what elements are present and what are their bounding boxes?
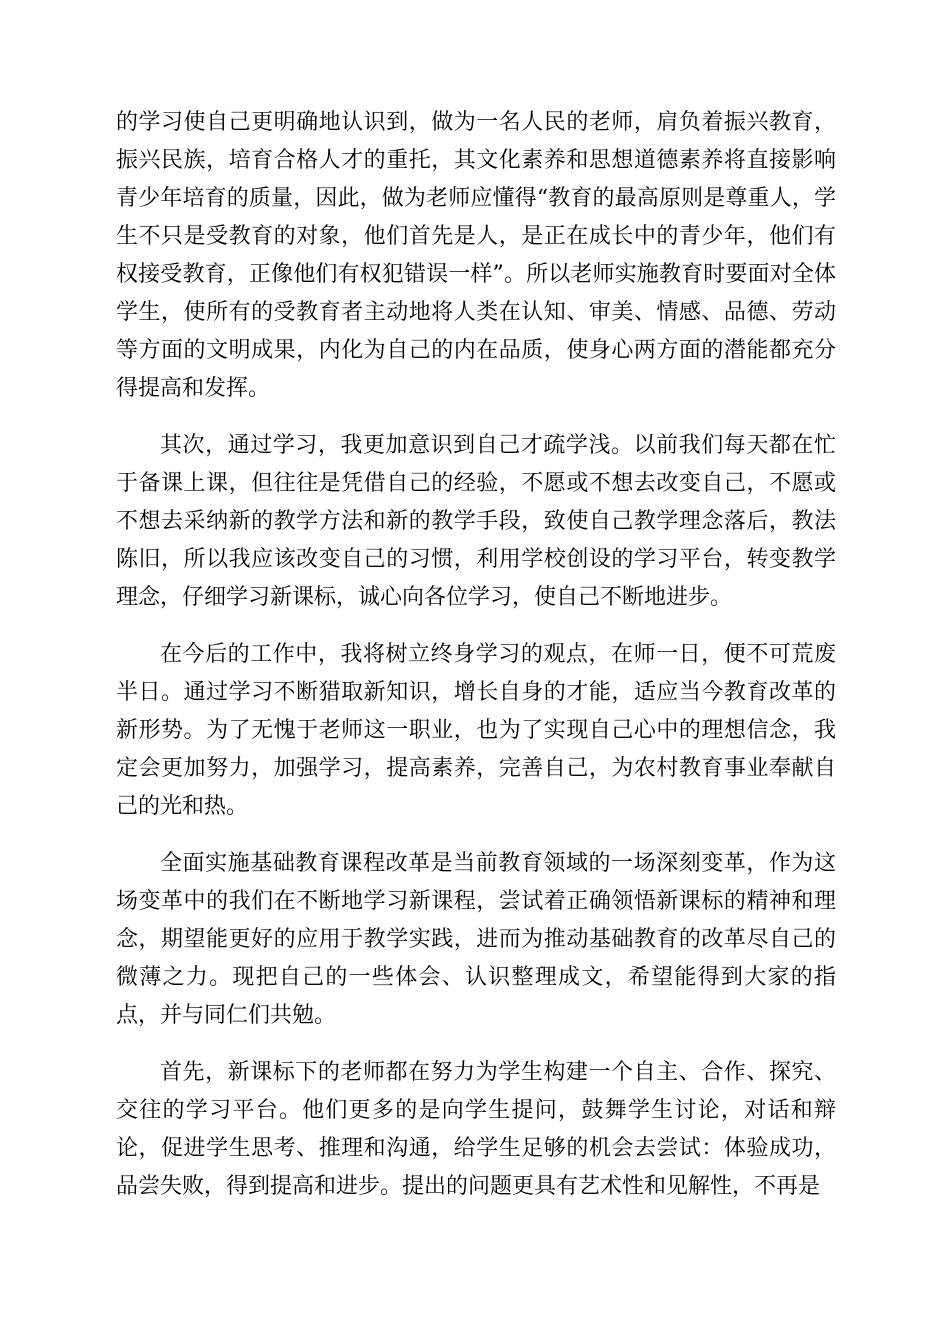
document-body — [116, 104, 836, 1206]
paragraph-future-work: 在今后的工作中，我将树立终身学习的观点，在师一日，便不可荒废半日。通过学习不断猎取新知识，增长自身的才能，适应当今教育改革的新形势。为了无愧于老师这一职业，也为了实现自己心中的理想信念，我定会更加努力，加强学习，提高素养，完善自己，为农村教育事业奉献自己的光和热。 — [116, 642, 836, 819]
paragraph-secondly: 其次，通过学习，我更加意识到自己才疏学浅。以前我们每天都在忙于备课上课，但往往是凭借自己的经验，不愿或不想去改变自己，不愿或不想去采纳新的教学方法和新的教学手段，致使自己教学理念落后，教法陈旧，所以我应该改变自己的习惯，利用学校创设的学习平台，转变教学理念，仔细学习新课标，诚心向各位学习，使自己不断地进步。 — [116, 433, 836, 610]
paragraph-firstly: 首先，新课标下的老师都在努力为学生构建一个自主、合作、探究、交往的学习平台。他们更多的是向学生提问，鼓舞学生讨论，对话和辩论，促进学生思考、推理和沟通，给学生足够的机会去尝试：体验成功，品尝失败，得到提高和进步。提出的问题更具有艺术性和见解性，不再是 — [116, 1060, 836, 1199]
paragraph-continuation: 的学习使自己更明确地认识到，做为一名人民的老师，肩负着振兴教育，振兴民族，培育合格人才的重托，其文化素养和思想道德素养将直接影响青少年培育的质量，因此，做为老师应懂得“教育的最高原则是尊重人，学生不只是受教育的对象，他们首先是人，是正在成长中的青少年，他们有权接受教育，正像他们有权犯错误一样”。所以老师实施教育时要面对全体学生，使所有的受教育者主动地将人类在认知、审美、情感、品德、劳动等方面的文明成果，内化为自己的内在品质，使身心两方面的潜能都充分得提高和发挥。 — [116, 110, 836, 401]
paragraph-curriculum-reform: 全面实施基础教育课程改革是当前教育领域的一场深刻变革，作为这场变革中的我们在不断地学习新课程，尝试着正确领悟新课标的精神和理念，期望能更好的应用于教学实践，进而为推动基础教育的改革尽自己的微薄之力。现把自己的一些体会、认识整理成文，希望能得到大家的指点，并与同仁们共勉。 — [116, 851, 836, 1028]
